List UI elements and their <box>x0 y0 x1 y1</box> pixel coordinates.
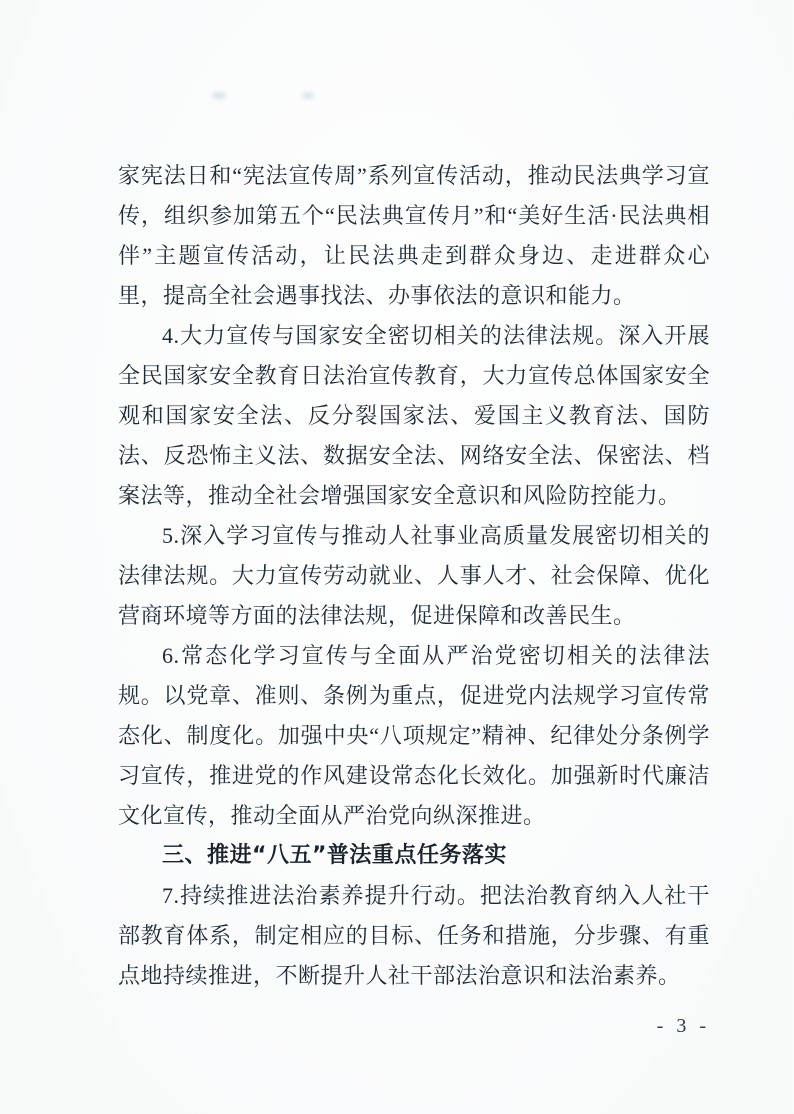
paragraph: 5.深入学习宣传与推动人社事业高质量发展密切相关的法律法规。大力宣传劳动就业、人事人才、社会保障、优化营商环境等方面的法律法规，促进保障和改善民生。 <box>118 523 710 628</box>
scan-artifact <box>212 92 226 99</box>
section-heading: 三、推进“八五”普法重点任务落实 <box>162 843 507 868</box>
page-number: - 3 - <box>656 1015 710 1037</box>
paragraph: 4.大力宣传与国家安全密切相关的法律法规。深入开展全民国家安全教育日法治宣传教育，大力宣传总体国家安全观和国家安全法、反分裂国家法、爱国主义教育法、国防法、反恐怖主义法、数据安全法、网络安全法、保密法、档案法等，推动全社会增强国家安全意识和风险防控能力。 <box>118 323 710 508</box>
scan-artifact <box>302 92 314 99</box>
paragraph: 6.常态化学习宣传与全面从严治党密切相关的法律法规。以党章、准则、条例为重点，促进党内法规学习宣传常态化、制度化。加强中央“八项规定”精神、纪律处分条例学习宣传，推进党的作风建设常态化长效化。加强新时代廉洁文化宣传，推动全面从严治党向纵深推进。 <box>118 643 710 828</box>
paragraph: 7.持续推进法治素养提升行动。把法治教育纳入人社干部教育体系，制定相应的目标、任务和措施，分步骤、有重点地持续推进，不断提升人社干部法治意识和法治素养。 <box>118 883 710 988</box>
document-body <box>118 156 710 996</box>
paragraph: 家宪法日和“宪法宣传周”系列宣传活动，推动民法典学习宣传，组织参加第五个“民法典宣传月”和“美好生活·民法典相伴”主题宣传活动，让民法典走到群众身边、走进群众心里，提高全社会遇事找法、办事依法的意识和能力。 <box>118 163 710 308</box>
